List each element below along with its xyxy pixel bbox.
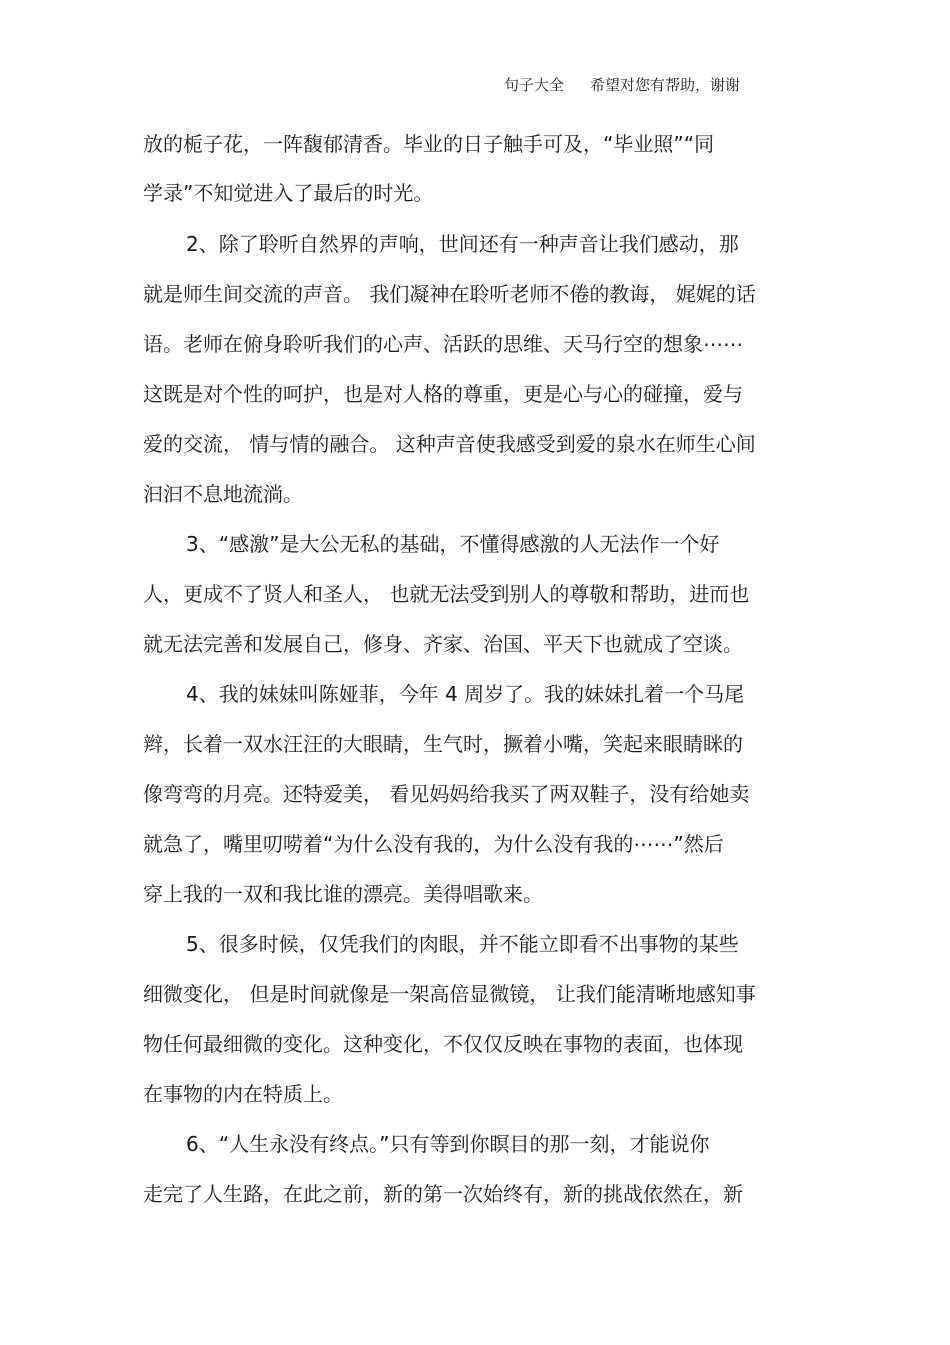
text-line: 学录”不知觉进入了最后的时光。 [143, 181, 434, 205]
text-line: 这既是对个性的呵护，也是对人格的尊重，更是心与心的碰撞，爱与 [143, 382, 743, 406]
paragraph-start-line: 6、“人生永没有终点。”只有等到你瞑目的那一刻，才能说你 [186, 1132, 710, 1156]
page-header [504, 72, 740, 98]
text-line: 细微变化， 但是时间就像是一架高倍显微镜， 让我们能清晰地感知事 [143, 982, 756, 1006]
text-line: 就无法完善和发展自己，修身、齐家、治国、平天下也就成了空谈。 [143, 632, 743, 656]
text-line: 就是师生间交流的声音。 我们凝神在聆听老师不倦的教诲， 娓娓的话 [143, 282, 756, 306]
text-line: 在事物的内在特质上。 [143, 1082, 343, 1106]
header-right-text: 希望对您有帮助，谢谢 [590, 76, 741, 94]
text-line: 走完了人生路，在此之前，新的第一次始终有，新的挑战依然在，新 [143, 1182, 743, 1206]
header-left-text: 句子大全 [504, 76, 565, 94]
paragraph-start-line: 2、除了聆听自然界的声响，世间还有一种声音让我们感动，那 [186, 232, 739, 256]
text-line: 人，更成不了贤人和圣人， 也就无法受到别人的尊敬和帮助，进而也 [143, 582, 750, 606]
text-line: 像弯弯的月亮。还特爱美， 看见妈妈给我买了两双鞋子，没有给她卖 [143, 782, 750, 806]
paragraph-start-line: 3、“感激”是大公无私的基础，不懂得感激的人无法作一个好 [186, 532, 720, 556]
text-line: 爱的交流， 情与情的融合。 这种声音使我感受到爱的泉水在师生心间 [143, 432, 756, 456]
text-line: 穿上我的一双和我比谁的漂亮。美得唱歌来。 [143, 882, 543, 906]
text-line: 语。老师在俯身聆听我们的心声、活跃的思维、天马行空的想象⋯⋯ [143, 332, 743, 356]
text-line: 汩汩不息地流淌。 [143, 482, 303, 506]
text-line: 辫，长着一双水汪汪的大眼睛，生气时，撅着小嘴，笑起来眼睛眯的 [143, 732, 743, 756]
text-line: 放的栀子花，一阵馥郁清香。毕业的日子触手可及，“毕业照”“同 [143, 132, 715, 156]
paragraph-start-line: 4、我的妹妹叫陈娅菲，今年 4 周岁了。我的妹妹扎着一个马尾 [186, 682, 745, 706]
paragraph-start-line: 5、很多时候，仅凭我们的肉眼，并不能立即看不出事物的某些 [186, 932, 739, 956]
text-line: 就急了，嘴里叨唠着“为什么没有我的，为什么没有我的⋯⋯”然后 [143, 832, 724, 856]
text-line: 物任何最细微的变化。这种变化，不仅仅反映在事物的表面，也体现 [143, 1032, 743, 1056]
